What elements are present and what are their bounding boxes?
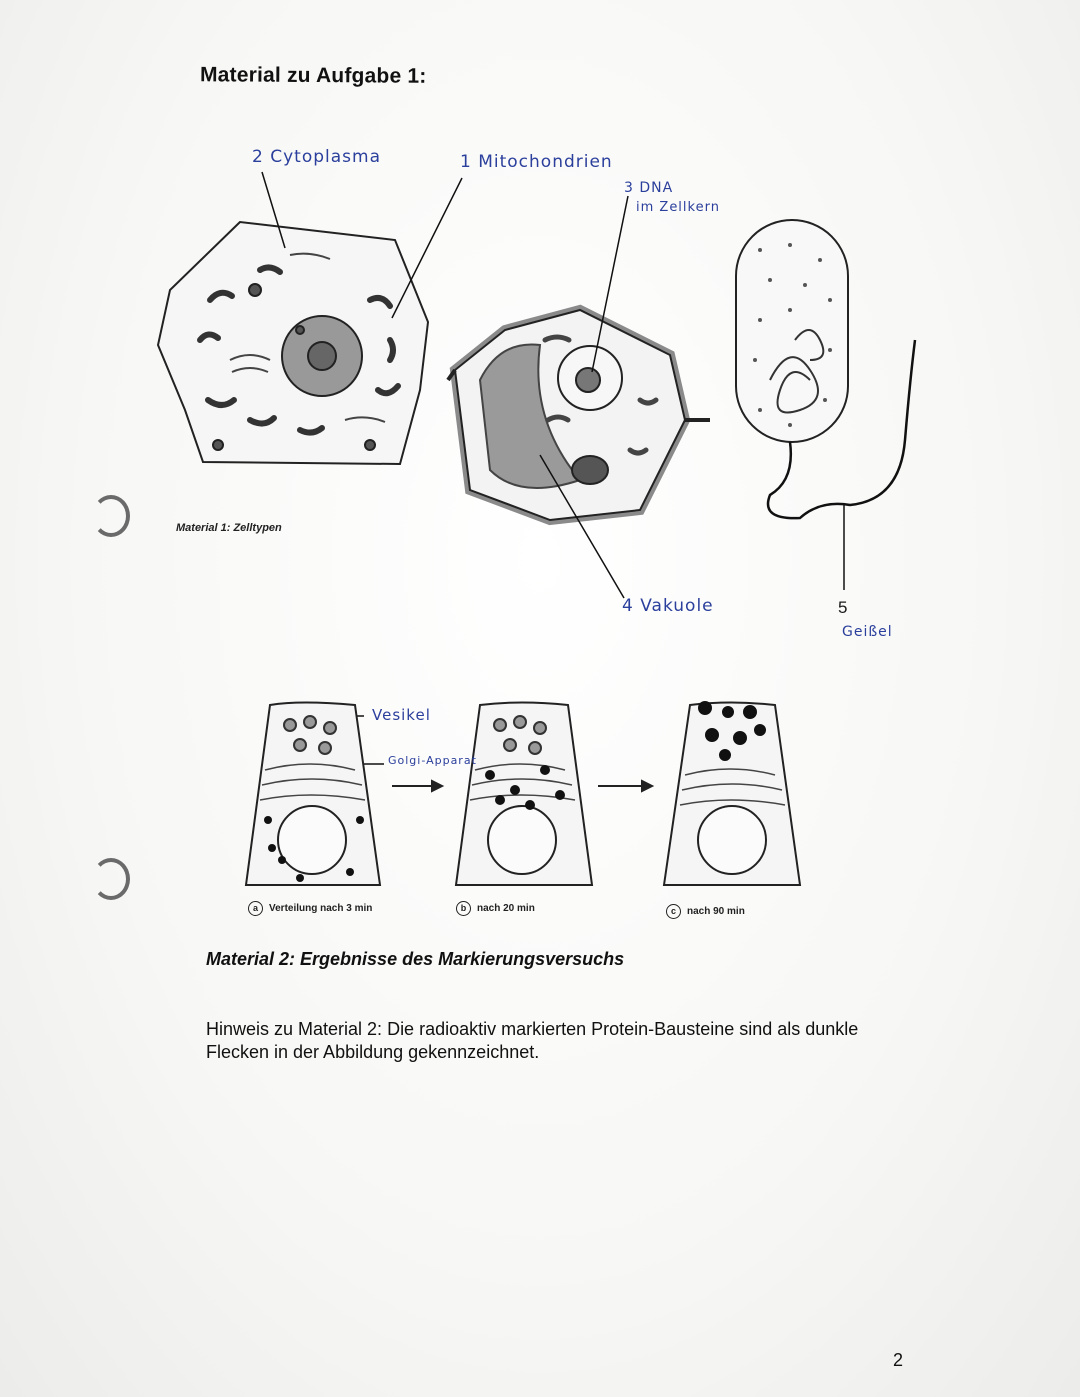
annotation-geissel-number: 5 bbox=[838, 598, 849, 617]
panel-b-drawing bbox=[456, 703, 592, 886]
panel-a-letter: a bbox=[248, 901, 263, 916]
panel-b-letter: b bbox=[456, 901, 471, 916]
annotation-cytoplasma: 2 Cytoplasma bbox=[252, 147, 381, 167]
page-heading: Material zu Aufgabe 1: bbox=[199, 63, 427, 88]
annotation-golgi: Golgi-Apparat bbox=[388, 754, 477, 767]
panel-a-label bbox=[248, 901, 372, 916]
material2-caption: Material 2: Ergebnisse des Markierungsversuchs bbox=[206, 949, 625, 969]
animal-cell-drawing bbox=[158, 222, 428, 464]
annotation-mitochondrien: 1 Mitochondrien bbox=[460, 152, 613, 172]
annotation-dna-text: im Zellkern bbox=[636, 200, 720, 215]
panel-a-text: Verteilung nach 3 min bbox=[269, 903, 373, 914]
page-number: 2 bbox=[893, 1350, 904, 1370]
material2-panels bbox=[246, 702, 800, 885]
plant-cell-drawing bbox=[448, 310, 710, 520]
panel-a-drawing bbox=[246, 703, 380, 886]
panel-c-letter: c bbox=[666, 904, 681, 919]
annotation-vakuole: 4 Vakuole bbox=[622, 596, 714, 616]
hint-paragraph: Hinweis zu Material 2: Die radioaktiv markierten Protein-Bausteine sind als dunkle Flecken in der Abbildung gekennzeichnet. bbox=[206, 1019, 859, 1062]
panel-c-text: nach 90 min bbox=[687, 906, 745, 917]
bacterium-drawing bbox=[736, 220, 915, 518]
annotation-vesikel: Vesikel bbox=[372, 706, 431, 724]
panel-c-label bbox=[666, 904, 745, 919]
annotation-dna-number: 3 DNA bbox=[624, 180, 674, 196]
panel-c-drawing bbox=[664, 702, 800, 885]
panel-b-text: nach 20 min bbox=[477, 903, 535, 914]
material1-caption: Material 1: Zelltypen bbox=[176, 522, 282, 534]
annotation-geissel-text: Geißel bbox=[842, 624, 893, 640]
panel-b-label bbox=[456, 901, 535, 916]
